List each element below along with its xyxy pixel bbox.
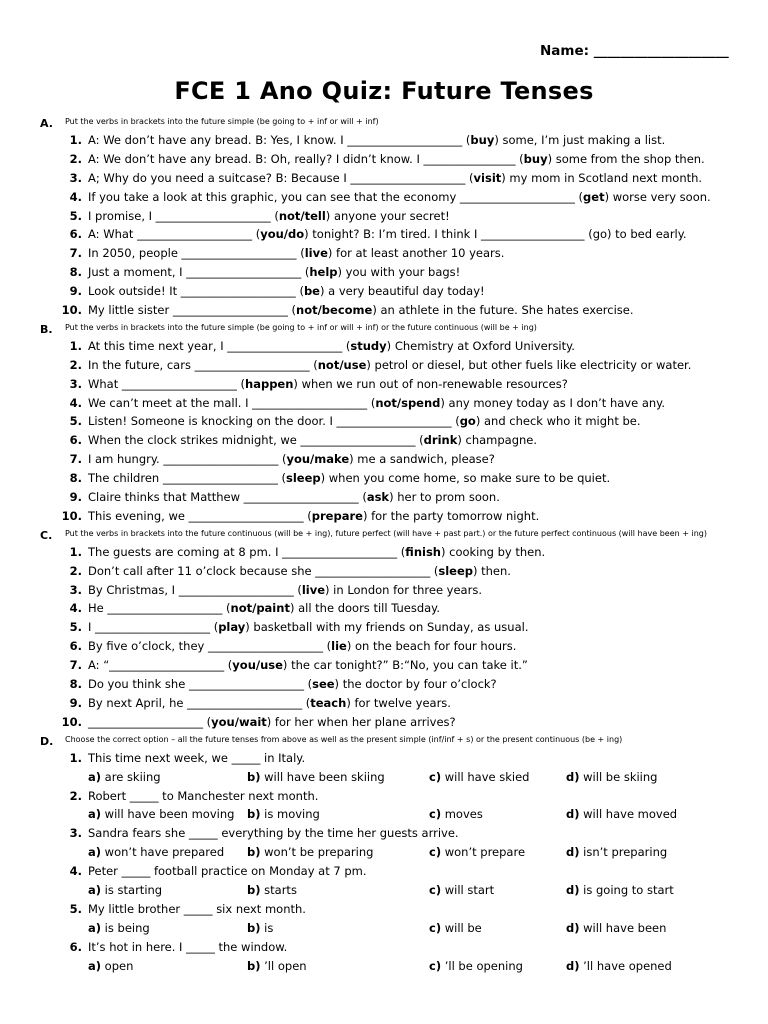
option-c[interactable]: c) ’ll be opening [429, 958, 523, 973]
question-item [0, 470, 768, 489]
question-number: 4. [69, 395, 82, 410]
option-b[interactable]: b) is [247, 920, 274, 935]
question-text: The guests are coming at 8 pm. I ____________________ (finish) cooking by then. [88, 544, 546, 559]
answer-options [0, 844, 768, 863]
question-text: Just a moment, I ____________________ (help) you with your bags! [88, 265, 461, 280]
question-number: 5. [69, 620, 82, 635]
option-d[interactable]: d) will have been [566, 920, 667, 935]
question-number: 4. [69, 601, 82, 616]
question-item [0, 600, 768, 619]
question-item [0, 619, 768, 638]
section-d-header [0, 733, 768, 750]
question-text: My little sister ____________________ (not/become) an athlete in the future. She hates exercise. [88, 303, 634, 318]
option-c[interactable]: c) won’t prepare [429, 845, 526, 860]
question-number: 1. [69, 338, 82, 353]
question-text: When the clock strikes midnight, we ____________________ (drink) champagne. [88, 433, 538, 448]
option-a[interactable]: a) will have been moving [88, 807, 235, 822]
name-field: Name: ____________________ [540, 43, 729, 59]
option-a[interactable]: a) is being [88, 920, 150, 935]
question-item [0, 170, 768, 189]
question-number: 3. [69, 376, 82, 391]
answer-options [0, 882, 768, 901]
question-number: 5. [69, 208, 82, 223]
question-text: If you take a look at this graphic, you can see that the economy ____________________ (get) worse very soon. [88, 189, 711, 204]
question-text: Peter _____ football practice on Monday at 7 pm. [88, 864, 367, 879]
question-number: 9. [69, 695, 82, 710]
answer-options [0, 769, 768, 788]
question-text: A: We don’t have any bread. B: Oh, really? I didn’t know. I ________________ (buy) some from the shop then. [88, 151, 705, 166]
question-number: 3. [69, 170, 82, 185]
option-d[interactable]: d) ’ll have opened [566, 958, 672, 973]
question-item [0, 226, 768, 245]
question-number: 9. [69, 284, 82, 299]
section-instruction: Put the verbs in brackets into the future continuous (will be + ing), future perfect (will have + past part.) or the future perfect continuous (will have been + ing) [65, 528, 707, 538]
option-c[interactable]: c) will have skied [429, 769, 530, 784]
question-text: Look outside! It ____________________ (be) a very beautiful day today! [88, 284, 485, 299]
question-item [0, 338, 768, 357]
question-text: By five o’clock, they ____________________ (lie) on the beach for four hours. [88, 639, 517, 654]
question-text: A; Why do you need a suitcase? B: Because I ____________________ (visit) my mom in Scotland next month. [88, 170, 703, 185]
option-b[interactable]: b) starts [247, 882, 297, 897]
question-text: Sandra fears she _____ everything by the time her guests arrive. [88, 826, 459, 841]
question-text: The children ____________________ (sleep) when you come home, so make sure to be quiet. [88, 471, 611, 486]
question-number: 2. [69, 357, 82, 372]
question-item [0, 750, 768, 769]
section-letter: B. [40, 322, 53, 336]
option-d[interactable]: d) will have moved [566, 807, 678, 822]
question-text: Listen! Someone is knocking on the door. I ____________________ (go) and check who it might be. [88, 414, 641, 429]
option-a[interactable]: a) are skiing [88, 769, 161, 784]
question-text: My little brother _____ six next month. [88, 901, 306, 916]
question-item [0, 451, 768, 470]
question-item [0, 189, 768, 208]
question-text: ____________________ (you/wait) for her when her plane arrives? [88, 714, 456, 729]
question-item [0, 657, 768, 676]
question-number: 1. [69, 544, 82, 559]
question-text: Claire thinks that Matthew ____________________ (ask) her to prom soon. [88, 490, 500, 505]
question-text: This time next week, we _____ in Italy. [88, 750, 306, 765]
question-number: 10. [61, 508, 82, 523]
question-item [0, 395, 768, 414]
option-c[interactable]: c) moves [429, 807, 483, 822]
question-number: 7. [69, 658, 82, 673]
question-text: By next April, he ____________________ (teach) for twelve years. [88, 695, 451, 710]
question-text: We can’t meet at the mall. I ____________________ (not/spend) any money today as I don’t have any. [88, 395, 665, 410]
option-c[interactable]: c) will start [429, 882, 495, 897]
question-text: A: What ____________________ (you/do) tonight? B: I’m tired. I think I __________________ (go) to bed early. [88, 227, 687, 242]
question-item [0, 302, 768, 321]
option-c[interactable]: c) will be [429, 920, 482, 935]
question-item [0, 939, 768, 958]
question-item [0, 544, 768, 563]
question-number: 2. [69, 151, 82, 166]
option-b[interactable]: b) won’t be preparing [247, 845, 374, 860]
question-number: 9. [69, 490, 82, 505]
answer-options [0, 958, 768, 977]
section-c-header [0, 527, 768, 544]
question-number: 3. [69, 582, 82, 597]
option-a[interactable]: a) is starting [88, 882, 163, 897]
question-text: Don’t call after 11 o’clock because she ____________________ (sleep) then. [88, 563, 511, 578]
question-text: I am hungry. ____________________ (you/make) me a sandwich, please? [88, 452, 495, 467]
question-text: In 2050, people ____________________ (live) for at least another 10 years. [88, 246, 505, 261]
question-number: 6. [69, 433, 82, 448]
question-item [0, 357, 768, 376]
question-number: 2. [69, 563, 82, 578]
page-title: FCE 1 Ano Quiz: Future Tenses [174, 77, 594, 105]
question-number: 7. [69, 246, 82, 261]
section-a-header [0, 115, 768, 132]
question-number: 2. [69, 788, 82, 803]
option-d[interactable]: d) isn’t preparing [566, 845, 668, 860]
question-item [0, 638, 768, 657]
question-item [0, 901, 768, 920]
question-item [0, 245, 768, 264]
question-text: In the future, cars ____________________ (not/use) petrol or diesel, but other fuels like electricity or water. [88, 357, 692, 372]
question-text: He ____________________ (not/paint) all the doors till Tuesday. [88, 601, 440, 616]
question-item [0, 563, 768, 582]
question-item [0, 508, 768, 527]
question-number: 1. [69, 133, 82, 147]
question-item [0, 151, 768, 170]
question-text: Robert _____ to Manchester next month. [88, 788, 319, 803]
question-number: 5. [69, 901, 82, 916]
question-number: 4. [69, 189, 82, 204]
question-item [0, 825, 768, 844]
question-text: A: We don’t have any bread. B: Yes, I know. I ____________________ (buy) some, I’m just making a list. [88, 133, 666, 147]
section-letter: A. [40, 117, 53, 130]
section-instruction: Put the verbs in brackets into the future simple (be going to + inf or will + inf) or the future continuous (will be + ing) [65, 322, 537, 332]
answer-options [0, 806, 768, 825]
question-number: 8. [69, 677, 82, 692]
option-b[interactable]: b) ’ll open [247, 958, 307, 973]
question-item [0, 432, 768, 451]
question-item [0, 788, 768, 807]
section-instruction: Choose the correct option – all the future tenses from above as well as the present simple (inf/inf + s) or the present continuous (be + ing) [65, 734, 623, 744]
question-item [0, 695, 768, 714]
option-b[interactable]: b) is moving [247, 807, 320, 822]
question-item [0, 489, 768, 508]
question-item [0, 264, 768, 283]
question-number: 3. [69, 826, 82, 841]
question-item [0, 132, 768, 151]
question-item [0, 676, 768, 695]
option-a[interactable]: a) open [88, 958, 134, 973]
question-text: It’s hot in here. I _____ the window. [88, 939, 288, 954]
question-text: I ____________________ (play) basketball with my friends on Sunday, as usual. [88, 620, 529, 635]
question-number: 10. [61, 714, 82, 729]
question-text: I promise, I ____________________ (not/tell) anyone your secret! [88, 208, 450, 223]
question-number: 1. [69, 750, 82, 765]
question-number: 6. [69, 227, 82, 242]
option-d[interactable]: d) will be skiing [566, 769, 658, 784]
question-item [0, 283, 768, 302]
question-text: This evening, we ____________________ (prepare) for the party tomorrow night. [88, 508, 540, 523]
question-text: What ____________________ (happen) when we run out of non-renewable resources? [88, 376, 568, 391]
question-item [0, 376, 768, 395]
option-d[interactable]: d) is going to start [566, 882, 674, 897]
question-number: 8. [69, 471, 82, 486]
section-b-header [0, 321, 768, 338]
question-number: 7. [69, 452, 82, 467]
answer-options [0, 920, 768, 939]
question-number: 8. [69, 265, 82, 280]
question-item [0, 208, 768, 227]
question-text: At this time next year, I ____________________ (study) Chemistry at Oxford University. [88, 338, 575, 353]
question-number: 5. [69, 414, 82, 429]
option-a[interactable]: a) won’t have prepared [88, 845, 225, 860]
question-number: 4. [69, 864, 82, 879]
question-text: By Christmas, I ____________________ (live) in London for three years. [88, 582, 482, 597]
option-b[interactable]: b) will have been skiing [247, 769, 385, 784]
question-item [0, 413, 768, 432]
question-number: 6. [69, 939, 82, 954]
question-text: A: “____________________ (you/use) the car tonight?” B:“No, you can take it.” [88, 658, 528, 673]
question-item [0, 714, 768, 733]
quiz-content [0, 115, 768, 976]
section-letter: C. [40, 528, 53, 542]
section-instruction: Put the verbs in brackets into the future simple (be going to + inf or will + inf) [65, 117, 379, 126]
question-item [0, 863, 768, 882]
question-number: 10. [61, 303, 82, 318]
question-number: 6. [69, 639, 82, 654]
question-item [0, 582, 768, 601]
section-letter: D. [40, 734, 54, 748]
question-text: Do you think she ____________________ (see) the doctor by four o’clock? [88, 677, 497, 692]
